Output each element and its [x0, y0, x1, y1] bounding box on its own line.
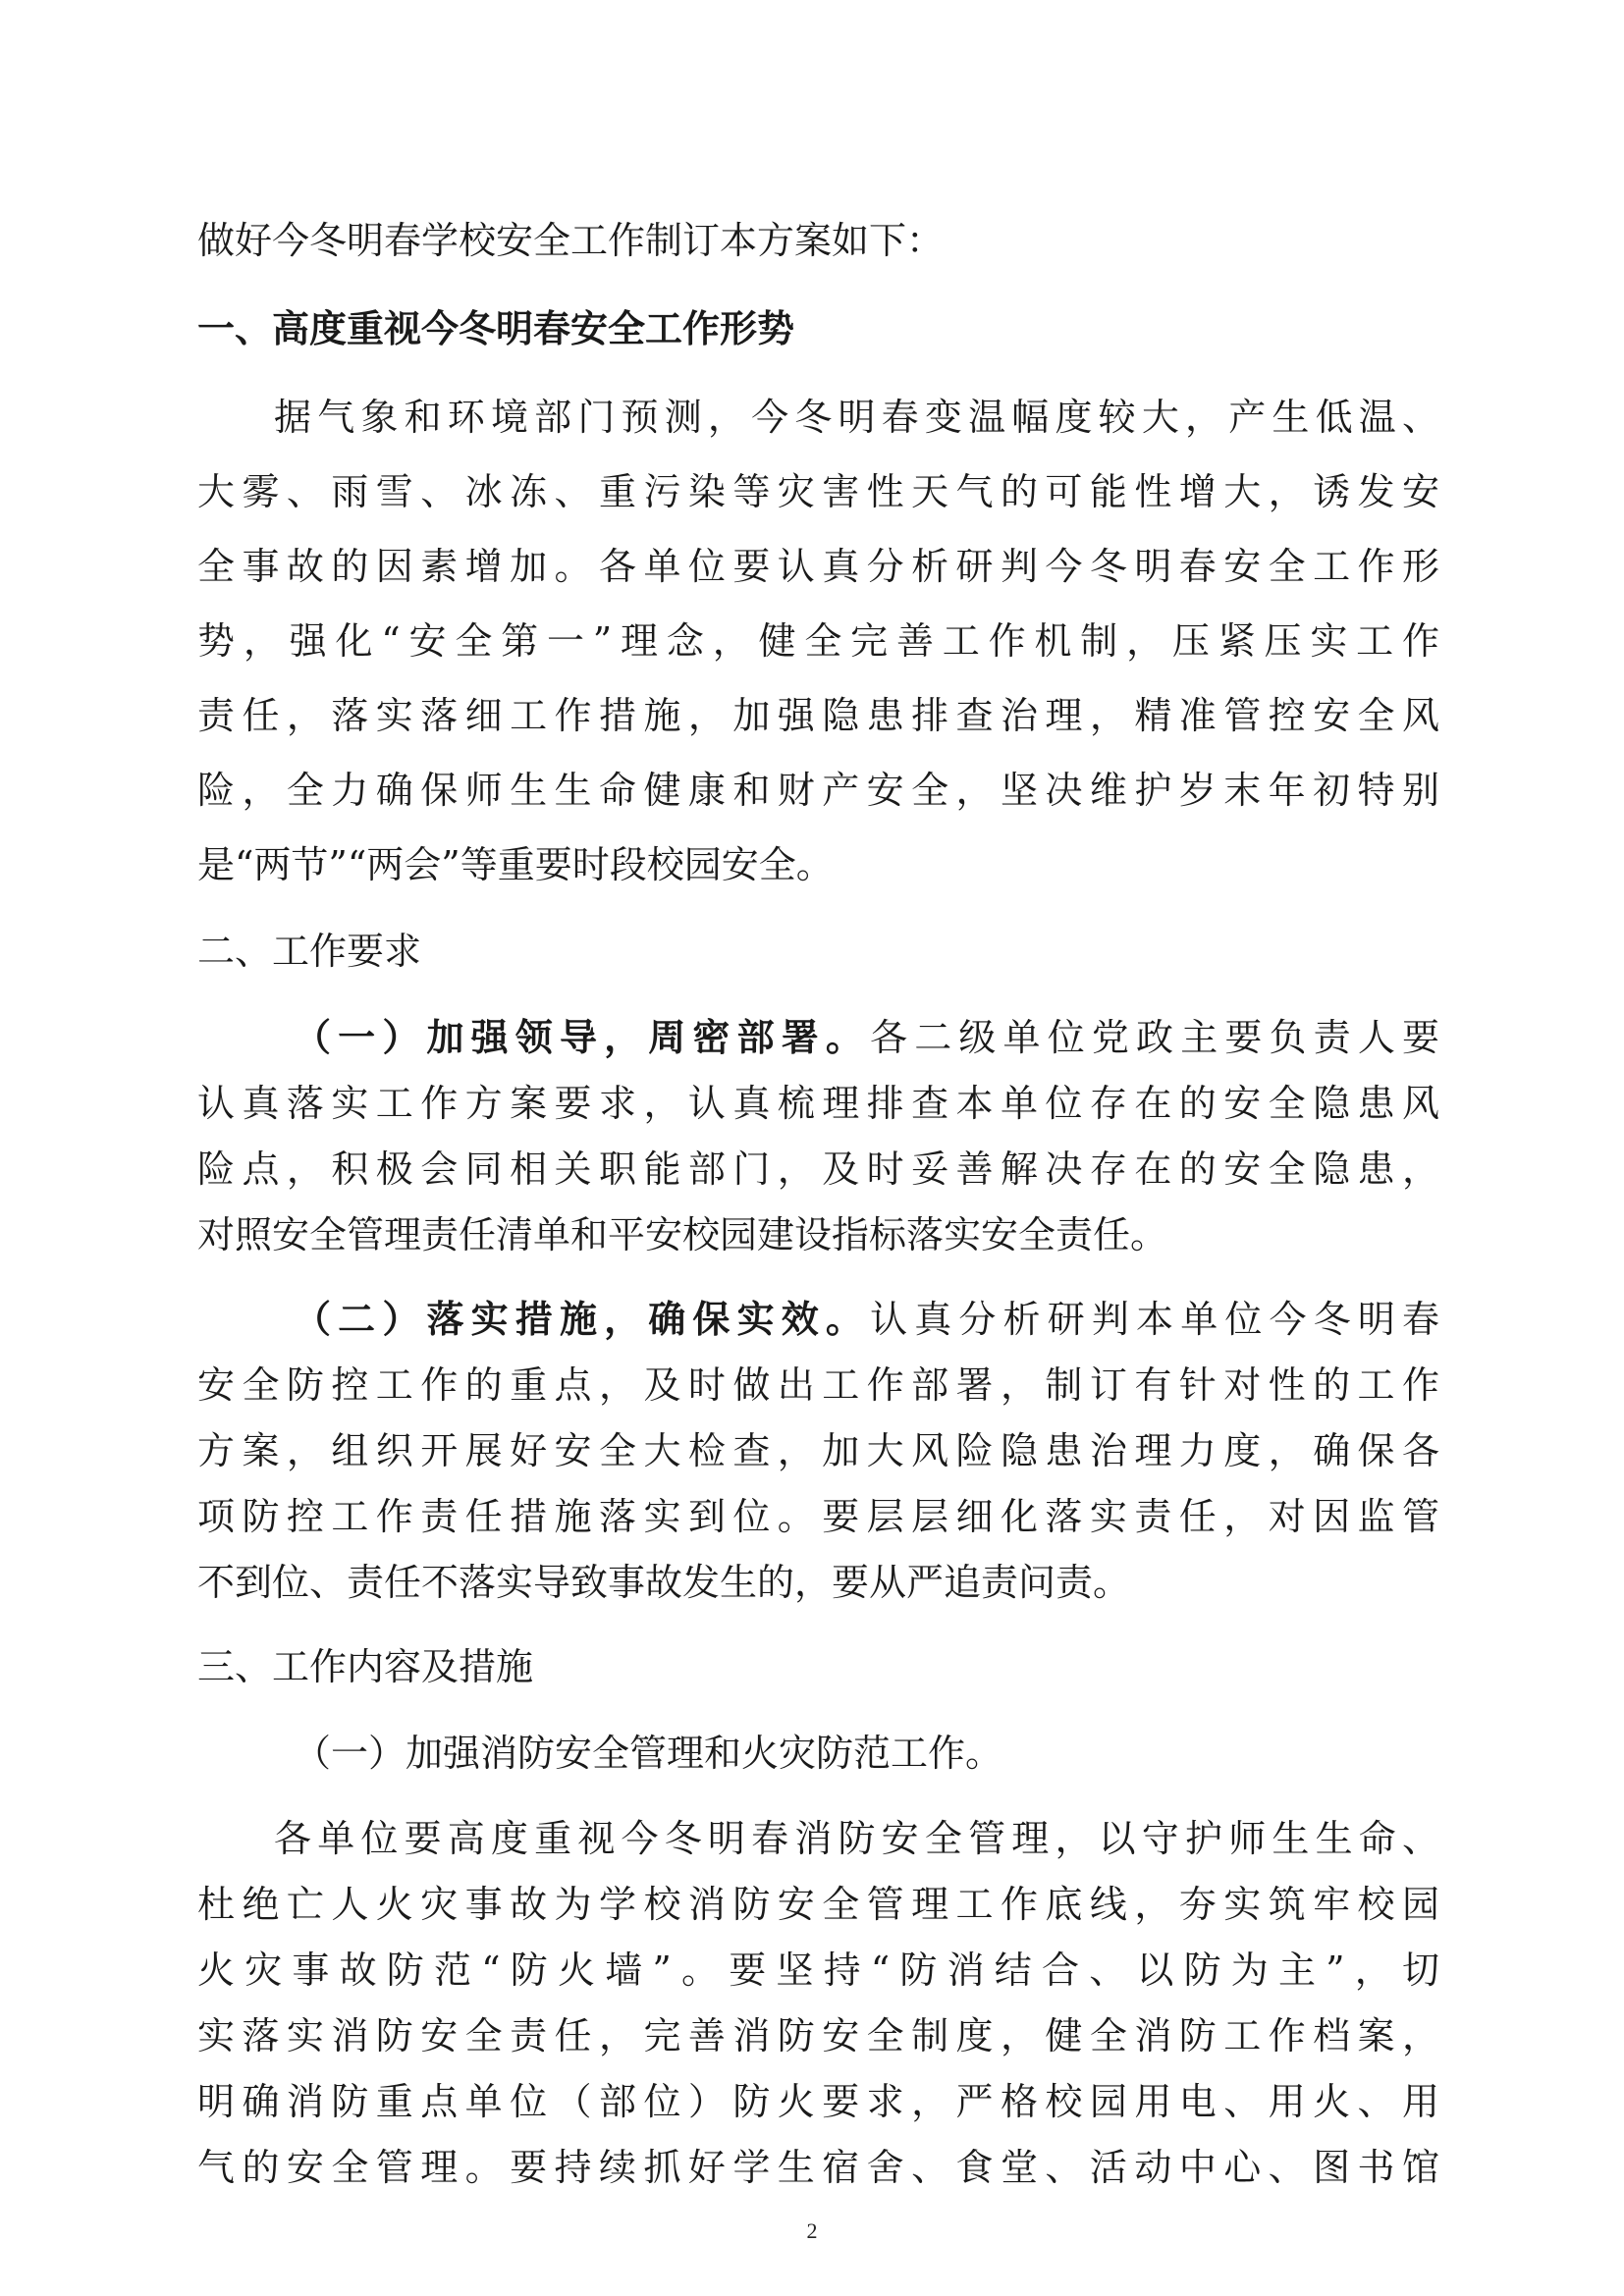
section3-heading: 三、工作内容及措施 [197, 1645, 534, 1688]
item1-lead: （一）加强领导，周密部署。 [294, 1015, 871, 1059]
section2-item2-line: 不到位、责任不落实导致事故发生的，要从严追责问责。 [197, 1561, 1131, 1604]
section2-item1-line: 对照安全管理责任清单和平安校园建设指标落实安全责任。 [197, 1213, 1168, 1256]
item2-first-rest: 认真分析研判本单位今冬明春 [870, 1298, 1439, 1341]
section2-item1-first-line [294, 1014, 1439, 1061]
section1-line: 大雾、雨雪、冰冻、重污染等灾害性天气的可能性增大，诱发安 [197, 470, 1439, 513]
page-number: 2 [806, 2218, 818, 2243]
section2-item1-line: 认真落实工作方案要求，认真梳理排查本单位存在的安全隐患风 [197, 1082, 1439, 1125]
section1-line: 责任，落实落细工作措施，加强隐患排查治理，精准管控安全风 [197, 694, 1439, 737]
section1-line: 是“两节”“两会”等重要时段校园安全。 [197, 843, 834, 886]
section2-item2-first-line [294, 1296, 1439, 1343]
intro-line: 做好今冬明春学校安全工作制订本方案如下： [197, 219, 945, 262]
section3-line: 实落实消防安全责任，完善消防安全制度，健全消防工作档案， [197, 2014, 1439, 2057]
section2-item2-line: 项防控工作责任措施落实到位。要层层细化落实责任，对因监管 [197, 1495, 1439, 1538]
section1-line: 全事故的因素增加。各单位要认真分析研判今冬明春安全工作形 [197, 545, 1439, 588]
section3-line: 火灾事故防范“防火墙”。要坚持“防消结合、以防为主”，切 [197, 1949, 1439, 1992]
section3-line: 各单位要高度重视今冬明春消防安全管理，以守护师生生命、 [274, 1817, 1439, 1860]
section2-item2-line: 安全防控工作的重点，及时做出工作部署，制订有针对性的工作 [197, 1363, 1439, 1407]
item1-first-rest: 各二级单位党政主要负责人要 [870, 1016, 1439, 1059]
section3-sub1-heading: （一）加强消防安全管理和火灾防范工作。 [294, 1732, 1003, 1775]
section2-item2-line: 方案，组织开展好安全大检查，加大风险隐患治理力度，确保各 [197, 1429, 1439, 1472]
section1-heading: 一、高度重视今冬明春安全工作形势 [197, 306, 795, 350]
item2-lead: （二）落实措施，确保实效。 [294, 1297, 871, 1341]
section1-line: 险，全力确保师生生命健康和财产安全，坚决维护岁末年初特别 [197, 769, 1439, 812]
section1-line: 据气象和环境部门预测，今冬明春变温幅度较大，产生低温、 [274, 396, 1439, 439]
section2-heading: 二、工作要求 [197, 930, 422, 973]
section2-item1-line: 险点，积极会同相关职能部门，及时妥善解决存在的安全隐患， [197, 1148, 1439, 1191]
section3-line: 明确消防重点单位（部位）防火要求，严格校园用电、用火、用 [197, 2080, 1439, 2123]
section3-line: 气的安全管理。要持续抓好学生宿舍、食堂、活动中心、图书馆 [197, 2146, 1439, 2189]
section3-line: 杜绝亡人火灾事故为学校消防安全管理工作底线，夯实筑牢校园 [197, 1883, 1439, 1926]
section1-line: 势，强化“安全第一”理念，健全完善工作机制，压紧压实工作 [197, 619, 1439, 663]
